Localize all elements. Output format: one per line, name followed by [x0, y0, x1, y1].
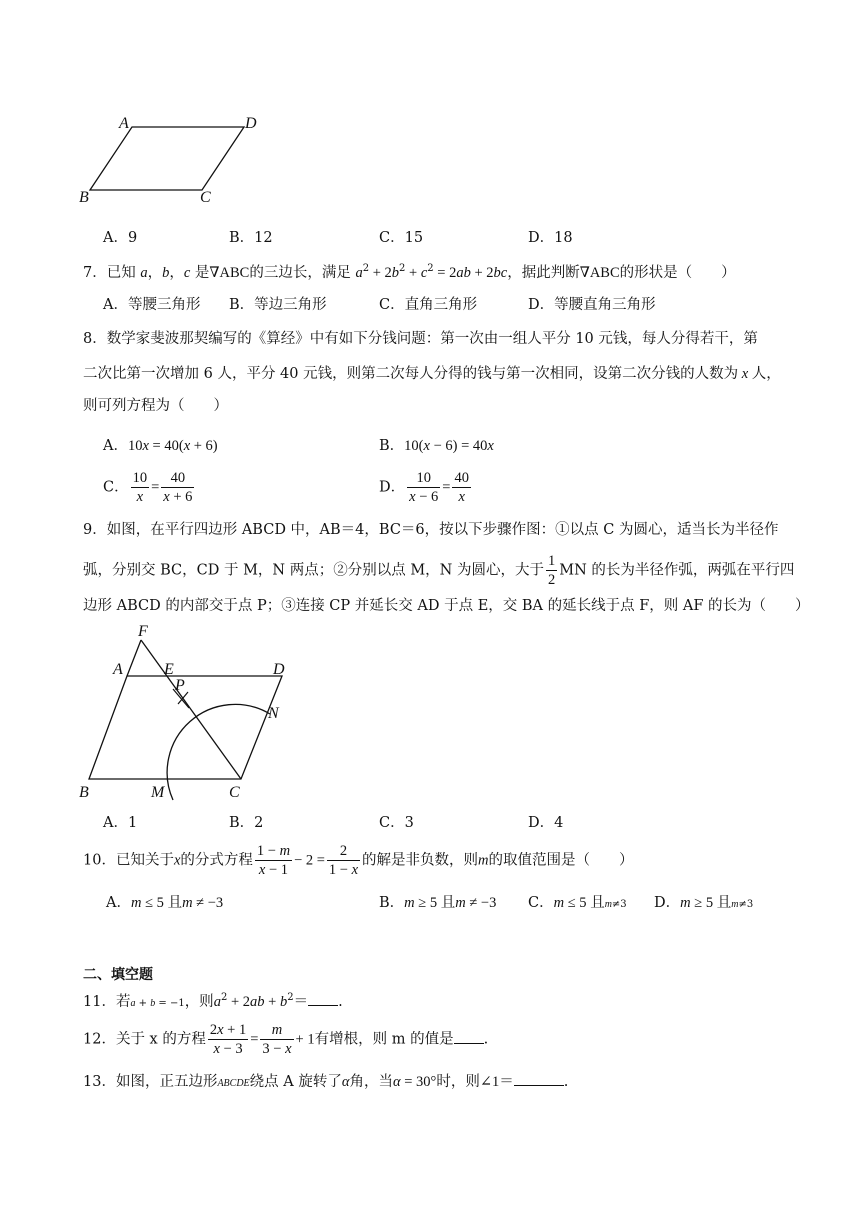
q7-option-c: C．直角三角形: [379, 297, 478, 313]
q9-line-2: 弧，分别交 BC，CD 于 M，N 两点；②分别以点 M，N 为圆心，大于 $\frac{1}{2}$ MN 的长为半径作弧，两弧在平行四: [83, 553, 795, 588]
q8-option-a: A．10x = 40(x + 6): [103, 438, 218, 454]
q7-option-d: D．等腰直角三角形: [528, 297, 656, 313]
q6-option-d: D．18: [528, 230, 573, 246]
q8-line-1: 8．数学家斐波那契编写的《算经》中有如下分钱问题：第一次由一组人平分 10 元钱，每人分得若干，第: [83, 331, 758, 347]
q9-line-3: 边形 ABCD 的内部交于点 P；③连接 CP 并延长交 AD 于点 E，交 BA 的延长线于点 F，则 AF 的长为（ ）: [83, 598, 810, 614]
label-D: D: [245, 115, 257, 132]
q10-option-c: C．m ≤ 5 且m≠3: [528, 895, 627, 911]
label-A: A: [113, 661, 123, 678]
q11-answer-blank[interactable]: [308, 991, 338, 1006]
question-11: 11．若a + b = −1，则$a^2 + 2ab + b^2=$ .: [83, 992, 343, 1010]
q8-option-b: B．10(x − 6) = 40x: [379, 438, 494, 454]
q13-answer-blank[interactable]: [514, 1071, 564, 1086]
q9-option-b: B．2: [229, 815, 264, 831]
q8-line-2: 二次比第一次增加 6 人，平分 40 元钱，则第二次每人分得的钱与第一次相同，设第二次分钱的人数为 x 人，: [83, 366, 781, 382]
question-7: 7．已知 a，b，c 是∇ABC的三边长，满足 $a^2 + 2b^2 + c^2 = 2ab + 2bc$，据此判断∇ABC的形状是（ ）: [83, 263, 736, 281]
label-B: B: [79, 189, 89, 206]
q9-line-1: 9．如图，在平行四边形 ABCD 中，AB＝4，BC＝6，按以下步骤作图：①以点 C 为圆心，适当长为半径作: [83, 522, 779, 538]
label-N: N: [268, 705, 279, 722]
q10-option-b: B．m ≥ 5 且m ≠ −3: [379, 895, 497, 911]
q9-option-d: D．4: [528, 815, 564, 831]
q6-option-c: C．15: [379, 230, 424, 246]
q10-option-a: A．m ≤ 5 且m ≠ −3: [106, 895, 224, 911]
question-13: 13．如图，正五边形ABCDE绕点 A 旋转了α角，当α = 30°时，则∠1＝ .: [83, 1070, 568, 1091]
label-A: A: [119, 115, 129, 132]
q8-line-3: 则可列方程为（ ）: [83, 398, 228, 414]
label-E: E: [164, 661, 174, 678]
question-12: 12．关于 x 的方程 $\frac{2x + 1}{x - 3}$ = $\frac{m}{3 - x}$ + 1有增根，则 m 的值是 .: [83, 1022, 489, 1057]
q6-option-b: B．12: [229, 230, 273, 246]
q9-option-c: C．3: [379, 815, 414, 831]
q9-option-a: A．1: [103, 815, 138, 831]
label-C: C: [229, 784, 240, 801]
q10-option-d: D．m ≥ 5 且m≠3: [654, 895, 754, 911]
parallelogram-construction-figure-q9: [75, 620, 300, 805]
q6-option-a: A．9: [103, 230, 138, 246]
label-F: F: [138, 623, 148, 640]
q8-option-d: D． $\frac{10}{x - 6}$ = $\frac{40}{x}$: [379, 470, 469, 505]
label-P: P: [175, 677, 185, 694]
label-D: D: [273, 661, 285, 678]
q8-option-c: C． $\frac{10}{x}$ = $\frac{40}{x + 6}$: [103, 470, 193, 505]
label-B: B: [79, 784, 89, 801]
parallelogram-figure-q6: [70, 108, 270, 208]
question-10: 10．已知关于x的分式方程 $\frac{1 - m}{x - 1}$ − 2 = $\frac{2}{1 - x}$ 的解是非负数，则m的取值范围是（ ）: [83, 843, 634, 878]
q12-answer-blank[interactable]: [454, 1029, 484, 1044]
label-C: C: [200, 189, 211, 206]
q7-option-b: B．等边三角形: [229, 297, 327, 313]
section-title-fill-in: 二、填空题: [83, 967, 153, 983]
label-M: M: [151, 784, 165, 801]
q7-option-a: A．等腰三角形: [103, 297, 201, 313]
